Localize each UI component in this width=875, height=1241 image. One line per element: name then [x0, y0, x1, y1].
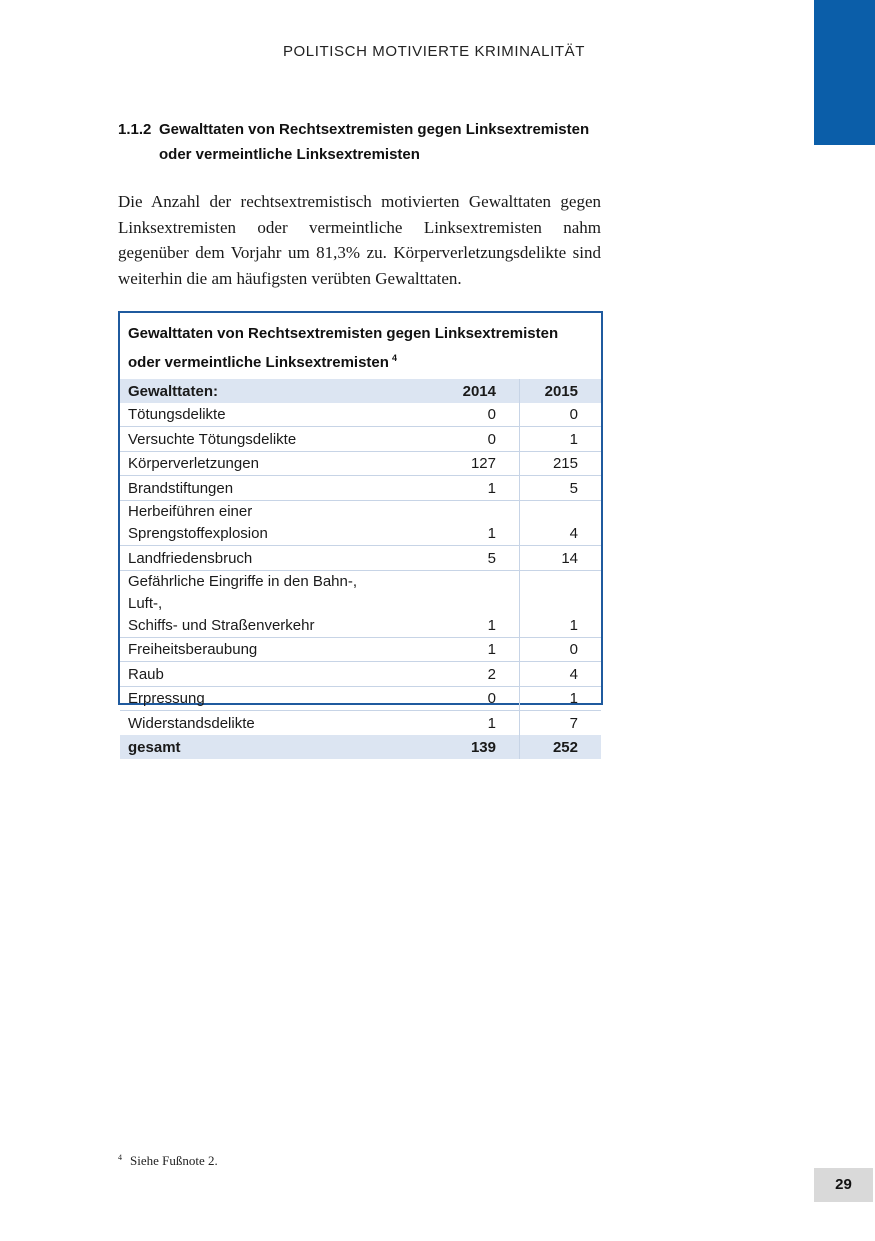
- value-2014: 2: [392, 662, 520, 687]
- column-header-2014: 2014: [392, 379, 520, 403]
- value-2015: 1: [520, 686, 602, 711]
- value-2015: 0: [520, 403, 602, 427]
- value-2014: 0: [392, 686, 520, 711]
- row-label: Widerstandsdelikte: [128, 714, 255, 732]
- column-header-2015: 2015: [520, 379, 602, 403]
- row-label: [120, 570, 392, 637]
- footnote-marker: 4: [118, 1153, 122, 1162]
- section-title-line-1: Gewalttaten von Rechtsextremisten gegen Linksextremisten: [159, 121, 590, 138]
- total-2014: 139: [392, 735, 520, 759]
- value-2014: 5: [392, 545, 520, 570]
- value-2015: 215: [520, 451, 602, 476]
- row-label: Tötungsdelikte: [120, 403, 392, 427]
- row-label-line-1: Gefährliche Eingriffe in den Bahn-, Luft-,: [128, 572, 358, 612]
- footnote: [118, 1153, 218, 1169]
- value-2014: 1: [392, 637, 520, 662]
- row-label: Freiheitsberaubung: [120, 637, 392, 662]
- table-row: [120, 545, 601, 570]
- value-2014: 1: [392, 711, 520, 735]
- value-2015: 4: [520, 500, 602, 545]
- value-2015: 7: [569, 714, 578, 732]
- value-2014: 127: [392, 451, 520, 476]
- value-2015: 1: [520, 570, 602, 637]
- value-2015: 1: [520, 427, 602, 452]
- table-row: [120, 686, 601, 711]
- table-row: [120, 711, 601, 735]
- value-2015: 0: [520, 637, 602, 662]
- section-heading: [118, 117, 638, 167]
- table-title-line-2: oder vermeintliche Linksextremisten: [128, 354, 389, 371]
- value-2014: 1: [392, 500, 520, 545]
- statistics-table-box: [118, 311, 603, 756]
- table-row: [120, 451, 601, 476]
- table-header-row: [120, 379, 601, 403]
- value-2015: 4: [520, 662, 602, 687]
- value-2015: 5: [520, 476, 602, 501]
- row-label: Landfriedensbruch: [120, 545, 392, 570]
- total-2015: 252: [520, 735, 602, 759]
- table-title-line-1: Gewalttaten von Rechtsextremisten gegen Linksextremisten: [128, 325, 559, 342]
- value-2014: 0: [392, 403, 520, 427]
- table-row: [120, 403, 601, 427]
- column-header-label: Gewalttaten:: [120, 379, 392, 403]
- body-paragraph: Die Anzahl der rechtsextremistisch motivierten Gewalttaten gegen Linksextremisten oder vermeintliche Linksextremisten nahm gegenüber dem Vorjahr um 81,3% zu. Körperverletzungsdelikte sind weiterhin die am häufigsten verübten Gewalttaten.: [118, 192, 601, 288]
- table-row: [120, 637, 601, 662]
- chapter-color-tab: [814, 0, 875, 145]
- table-footnote-ref: 4: [391, 353, 397, 363]
- footnote-text: Siehe Fußnote 2.: [130, 1153, 218, 1168]
- page-number: 29: [814, 1168, 873, 1202]
- section-number: 1.1.2: [118, 121, 152, 138]
- statistics-table: [120, 379, 601, 759]
- total-label: gesamt: [120, 735, 392, 759]
- table-row: [120, 570, 601, 637]
- value-2014: 1: [392, 476, 520, 501]
- table-row: [120, 476, 601, 501]
- row-label: Herbeiführen einer Sprengstoffexplosion: [120, 500, 392, 545]
- value-2015: 14: [520, 545, 602, 570]
- value-2014: 1: [392, 570, 520, 637]
- table-row: [120, 662, 601, 687]
- table-total-row: [120, 735, 601, 759]
- running-header: POLITISCH MOTIVIERTE KRIMINALITÄT: [282, 43, 585, 60]
- row-label: Körperverletzungen: [120, 451, 392, 476]
- row-label: Versuchte Tötungsdelikte: [120, 427, 392, 452]
- value-2014: 0: [392, 427, 520, 452]
- row-label: Brandstiftungen: [120, 476, 392, 501]
- section-title-line-2: oder vermeintliche Linksextremisten: [159, 146, 420, 163]
- row-label: Raub: [120, 662, 392, 687]
- table-title: [120, 313, 601, 379]
- table-row: [120, 427, 601, 452]
- row-label-line-2: Schiffs- und Straßenverkehr: [128, 616, 315, 634]
- row-label: Erpressung: [120, 686, 392, 711]
- table-row: [120, 500, 601, 545]
